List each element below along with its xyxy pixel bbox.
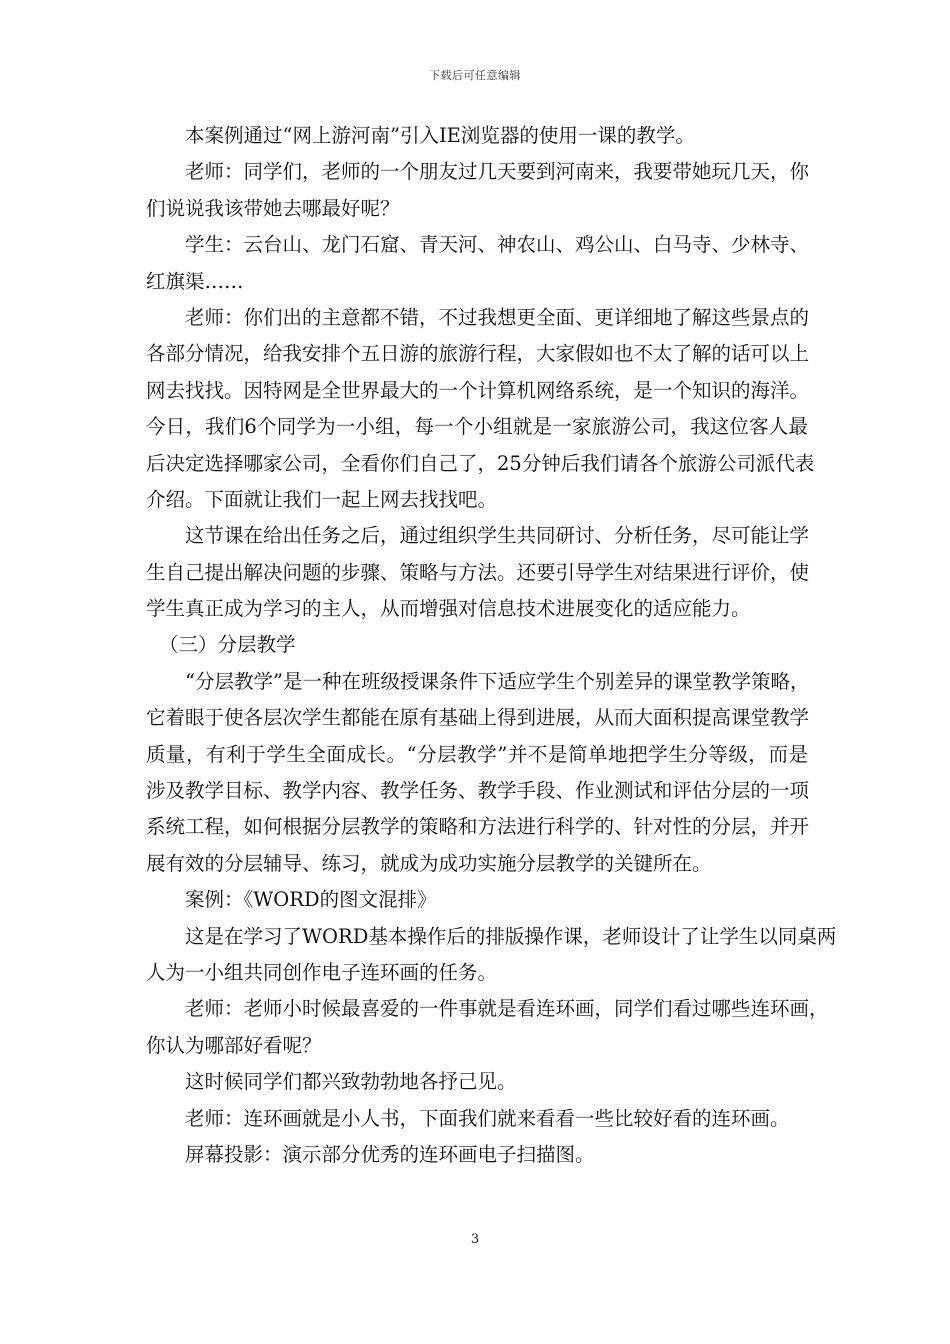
paragraph-line: 生自己提出解决问题的步骤、策略与方法。还要引导学生对结果进行评价，使 — [146, 560, 810, 584]
paragraph-line: 它着眼于使各层次学生都能在原有基础上得到进展，从而大面积提高课堂教学 — [146, 706, 810, 730]
paragraph-line: 质量，有利于学生全面成长。“分层教学”并不是简单地把学生分等级，而是 — [146, 742, 808, 766]
document-body — [146, 118, 837, 1173]
paragraph-line: 老师：老师小时候最喜爱的一件事就是看连环画，同学们看过哪些连环画， — [185, 997, 829, 1021]
paragraph-line: 介绍。下面就让我们一起上网去找找吧。 — [146, 487, 498, 511]
paragraph-line: 老师：连环画就是小人书，下面我们就来看看一些比较好看的连环画。 — [185, 1106, 790, 1130]
paragraph-line: 老师：同学们，老师的一个朋友过几天要到河南来，我要带她玩几天，你 — [185, 160, 810, 184]
paragraph-line: 屏幕投影：演示部分优秀的连环画电子扫描图。 — [185, 1142, 595, 1166]
paragraph-line: “分层教学”是一种在班级授课条件下适应学生个别差异的课堂教学策略， — [185, 669, 810, 693]
paragraph-line: 老师：你们出的主意都不错，不过我想更全面、更详细地了解这些景点的 — [185, 305, 810, 329]
paragraph-line: 网去找找。因特网是全世界最大的一个计算机网络系统，是一个知识的海洋。 — [146, 378, 810, 402]
paragraph-line: 展有效的分层辅导、练习，就成为成功实施分层教学的关键所在。 — [146, 851, 712, 875]
paragraph-line: 人为一小组共同创作电子连环画的任务。 — [146, 960, 498, 984]
paragraph-line: 学生真正成为学习的主人，从而增强对信息技术进展变化的适应能力。 — [146, 597, 751, 621]
paragraph-line: 今日，我们6个同学为一小组，每一个小组就是一家旅游公司，我这位客人最 — [146, 415, 808, 439]
paragraph-line: 学生：云台山、龙门石窟、青天河、神农山、鸡公山、白马寺、少林寺、 — [185, 233, 810, 257]
case-title: 案例：《WORD的图文混排》 — [185, 888, 437, 912]
paragraph-line: 这节课在给出任务之后，通过组织学生共同研讨、分析任务，尽可能让学 — [185, 524, 810, 548]
paragraph-line: 系统工程，如何根据分层教学的策略和方法进行科学的、针对性的分层，并开 — [146, 815, 810, 839]
paragraph-line: 你认为哪部好看呢？ — [146, 1033, 322, 1057]
paragraph-line: 这时候同学们都兴致勃勃地各抒己见。 — [185, 1070, 517, 1094]
paragraph-line: 后决定选择哪家公司，全看你们自己了，25分钟后我们请各个旅游公司派代表 — [146, 451, 815, 475]
page-header: 下载后可任意编辑 — [429, 69, 521, 82]
paragraph-line: 本案例通过“网上游河南”引入IE浏览器的使用一课的教学。 — [185, 124, 695, 147]
paragraph-line: 涉及教学目标、教学内容、教学任务、教学手段、作业测试和评估分层的一项 — [146, 779, 810, 803]
paragraph-line: 们说说我该带她去哪最好呢？ — [146, 196, 400, 220]
paragraph-line: 红旗渠…… — [146, 269, 244, 293]
paragraph-line: 这是在学习了WORD基本操作后的排版操作课，老师设计了让学生以同桌两 — [185, 924, 837, 948]
paragraph-line: 各部分情况，给我安排个五日游的旅游行程，大家假如也不太了解的话可以上 — [146, 342, 810, 366]
page-number: 3 — [470, 1232, 480, 1247]
section-heading: （三）分层教学 — [159, 633, 296, 657]
